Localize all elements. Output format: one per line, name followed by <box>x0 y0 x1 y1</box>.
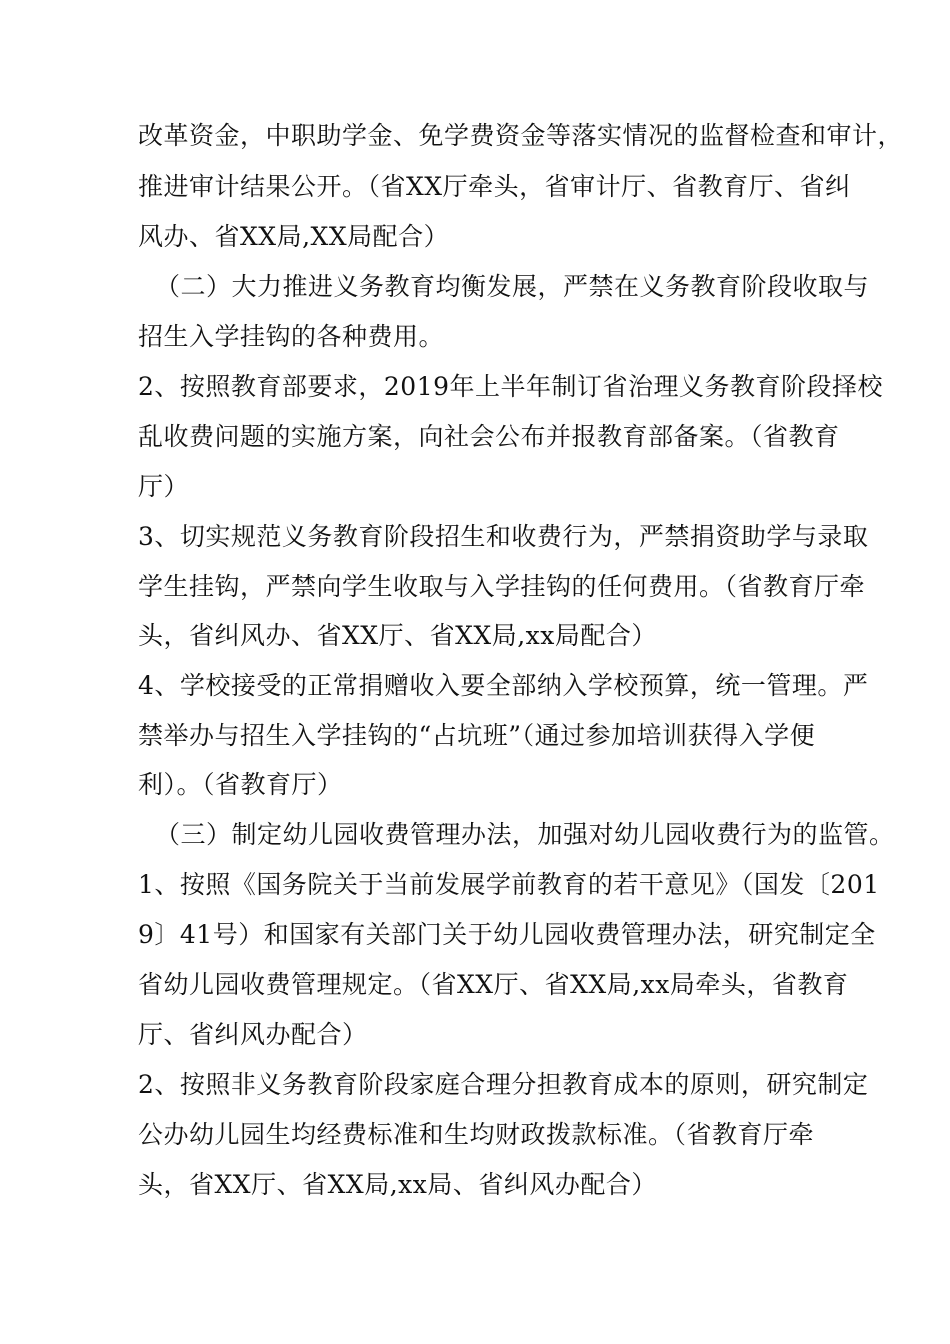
text-line: 2、按照非义务教育阶段家庭合理分担教育成本的原则，研究制定 <box>138 1070 869 1099</box>
section-heading-3: （三）制定幼儿园收费管理办法，加强对幼儿园收费行为的监管。 <box>155 820 895 849</box>
text-line: 利）。（省教育厅） <box>138 770 343 799</box>
text-line: 9〕41号）和国家有关部门关于幼儿园收费管理办法，研究制定全 <box>138 920 876 949</box>
text-line: 公办幼儿园生均经费标准和生均财政拨款标准。（省教育厅牵 <box>138 1120 815 1149</box>
text-line: 头，省纠风办、省XX厅、省XX局,xx局配合） <box>138 621 657 650</box>
text-line: 3、切实规范义务教育阶段招生和收费行为，严禁捐资助学与录取 <box>138 522 869 551</box>
text-line: 厅） <box>138 472 190 501</box>
text-line: 风办、省XX局,XX局配合） <box>138 222 450 251</box>
text-line: 招生入学挂钩的各种费用。 <box>138 322 445 351</box>
text-line: 2、按照教育部要求，2019年上半年制订省治理义务教育阶段择校 <box>138 372 884 401</box>
text-line: 乱收费问题的实施方案，向社会公布并报教育部备案。（省教育 <box>138 422 840 451</box>
text-line: 禁举办与招生入学挂钩的“占坑班”（通过参加培训获得入学便 <box>138 721 816 750</box>
text-line: 头，省XX厅、省XX局,xx局、省纠风办配合） <box>138 1170 657 1199</box>
text-line: 推进审计结果公开。（省XX厅牵头，省审计厅、省教育厅、省纠 <box>138 172 851 201</box>
text-line: 4、学校接受的正常捐赠收入要全部纳入学校预算，统一管理。严 <box>138 671 869 700</box>
text-line: 厅、省纠风办配合） <box>138 1020 368 1049</box>
text-line: 省幼儿园收费管理规定。（省XX厅、省XX局,xx局牵头，省教育 <box>138 970 849 999</box>
text-line: 改革资金，中职助学金、免学费资金等落实情况的监督检查和审计， <box>138 121 904 150</box>
section-heading-2: （二）大力推进义务教育均衡发展，严禁在义务教育阶段收取与 <box>155 272 870 301</box>
text-line: 1、按照《国务院关于当前发展学前教育的若干意见》（国发〔201 <box>138 870 880 899</box>
text-line: 学生挂钩，严禁向学生收取与入学挂钩的任何费用。（省教育厅牵 <box>138 572 866 601</box>
